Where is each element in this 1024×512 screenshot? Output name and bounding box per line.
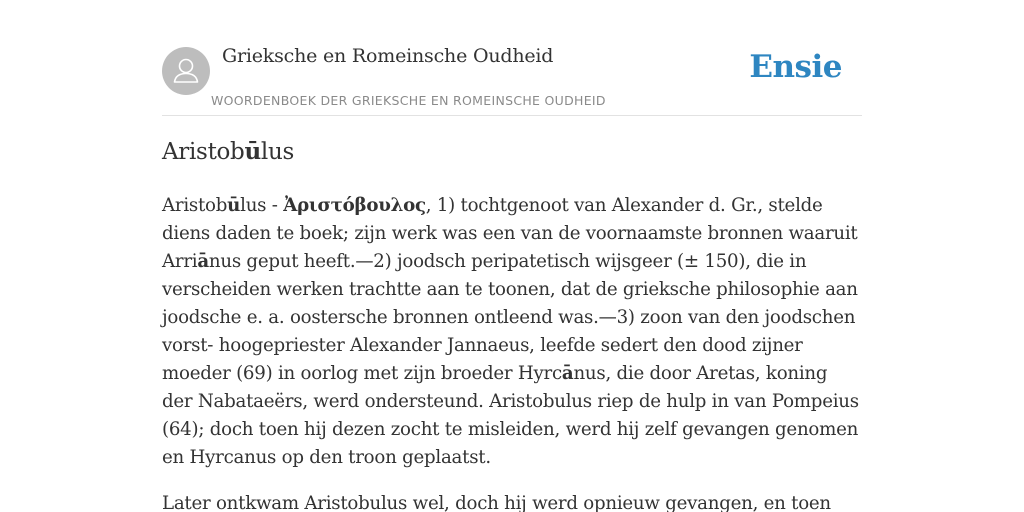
entry-text-2: nus geput heeft.—2) joodsch peripatetisch wijsgeer (± 150), die in verscheiden werken trachtte aan te toonen, dat de grieksche philosophie aan joodsche e. a. oostersche bronnen ontleend was.—3) zoon van den joodschen vorst- hoogepriester Alexander Jannaeus, leefde sedert den dood zijner moeder (69) in oorlog met zijn broeder Hyrc <box>162 251 858 384</box>
entry-paragraph-2: Later ontkwam Aristobulus wel, doch hij werd opnieuw gevangen, en toen <box>162 493 831 512</box>
entry-title-macron: ū <box>244 138 261 165</box>
book-subtitle: WOORDENBOEK DER GRIEKSCHE EN ROMEINSCHE OUDHEID <box>211 93 606 108</box>
macron-a-2: ā <box>561 363 574 384</box>
user-icon <box>162 47 210 95</box>
brand-logo[interactable]: Ensie <box>749 49 842 85</box>
entry-text-3: nus, die door Aretas, koning der Nabataeërs, werd ondersteund. Aristobulus riep de hulp in van Pompeius (64); doch toen hij dezen zocht te misleiden, werd hij zelf gevangen genomen en Hyrcanus op den troon geplaatst. <box>162 363 859 468</box>
page <box>162 0 862 512</box>
entry-text-1: , 1) tochtgenoot van Alexander d. Gr., stelde diens daden te boek; zijn werk was een van de voornaamste bronnen waaruit Arri <box>162 195 858 272</box>
entry-title-part1: Aristob <box>162 139 245 165</box>
avatar[interactable] <box>162 47 210 95</box>
entry-title-part2: lus <box>260 139 294 165</box>
book-title[interactable]: Grieksche en Romeinsche Oudheid <box>222 45 554 67</box>
headword-part1: Aristob <box>162 195 228 216</box>
header <box>162 0 862 116</box>
entry-body <box>162 192 862 512</box>
headword-part2: lus - <box>240 195 284 216</box>
entry-title <box>162 138 294 165</box>
headword-macron: ū <box>227 195 241 216</box>
macron-a-1: ā <box>197 251 209 272</box>
greek-headword: Ἀριστόβουλος <box>283 195 426 216</box>
entry-paragraph-1 <box>162 192 862 472</box>
